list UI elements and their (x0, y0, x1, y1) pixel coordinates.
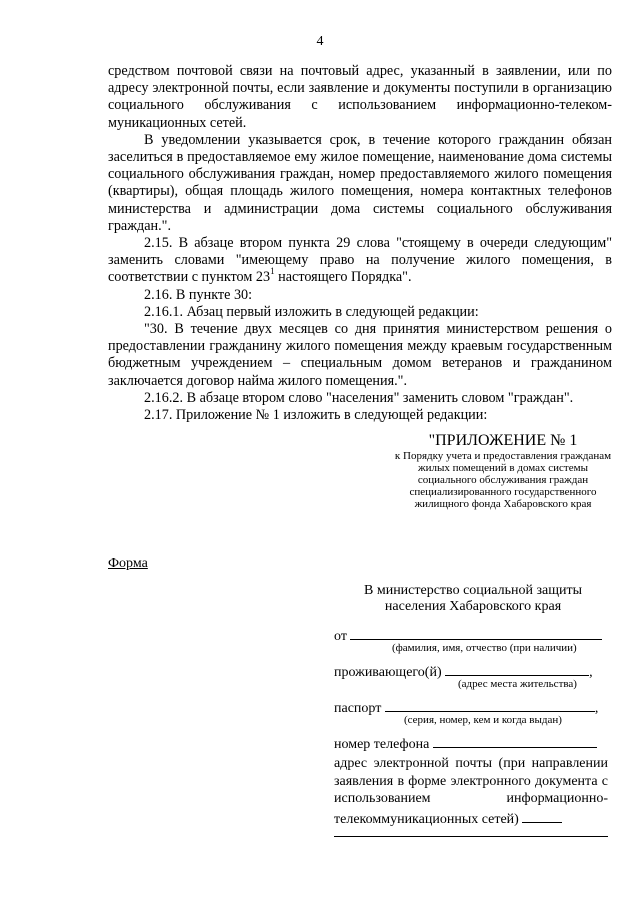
paragraph-3 (108, 235, 612, 287)
residing-comma: , (589, 665, 593, 680)
application-header-form (334, 583, 612, 827)
paragraph-3-superscript: 1 (270, 265, 275, 276)
paragraph-6: "30. В течение двух месяцев со дня принятия министерством решения о предоставлении гражданину жилого помещения между краевым государственным бюджетным учреждением – специальным домом ветеранов и гражданином заключается договор найма жилого помещения.". (108, 321, 612, 389)
appendix-header (392, 432, 614, 510)
phone-label: номер телефона (334, 737, 430, 752)
passport-field[interactable] (385, 697, 595, 712)
paragraph-8: 2.17. Приложение № 1 изложить в следующей редакции: (144, 407, 488, 424)
email-field-line[interactable] (334, 835, 608, 837)
paragraph-3-text-b: настоящего Порядка". (274, 269, 412, 286)
email-field-inline[interactable] (522, 808, 562, 823)
appendix-subtitle: к Порядку учета и предоставления гражданам жилых помещений в домах системы социального обслуживания граждан специализированного государственного жилищного фонда Хабаровского края (394, 450, 612, 510)
paragraph-4: 2.16. В пункте 30: (144, 286, 253, 303)
paragraph-3-text-a: 2.15. В абзаце втором пункта 29 слова "стоящему в очереди следующим" заменить словами "имеющему право на получение жилого помещения, в соответствии с пунктом 23 (108, 235, 612, 286)
phone-field[interactable] (433, 733, 597, 748)
paragraph-5: 2.16.1. Абзац первый изложить в следующей редакции: (144, 303, 479, 320)
from-field[interactable] (350, 625, 602, 640)
paragraph-7: 2.16.2. В абзаце втором слово "населения" заменить словом "граждан". (144, 389, 574, 406)
from-hint: (фамилия, имя, отчество (при наличии) (392, 642, 577, 654)
form-label: Форма (108, 556, 148, 571)
page-number: 4 (316, 34, 324, 49)
passport-label: паспорт (334, 701, 382, 716)
residing-field[interactable] (445, 661, 589, 676)
paragraph-2: В уведомлении указывается срок, в течение которого гражданин обязан заселиться в предоставляемое ему жилое помещение, наименование дома системы социального обслуживания граждан, номер предоставляемого жилого помещения (квартиры), общая площадь жилого помещения, номера контактных телефонов министерства и администрации дома системы социального обслуживания граждан.". (108, 131, 612, 234)
email-label: адрес электронной почты (при направлении заявления в форме электронного документа с использованием информационно-телекоммуникационных сетей) (334, 756, 608, 827)
body-text (108, 63, 612, 424)
from-label: от (334, 629, 347, 644)
paragraph-1: средством почтовой связи на почтовый адрес, указанный в заявлении, или по адресу электронной почты, если заявление и документы поступили в организацию социального обслуживания с использованием информационно-телеком- муникационных сетей. (108, 63, 612, 131)
residing-hint: (адрес места жительства) (458, 678, 577, 690)
email-block (334, 755, 608, 828)
residing-label: проживающего(й) (334, 665, 442, 680)
addressee: В министерство социальной защиты населения Хабаровского края (364, 583, 582, 614)
passport-comma: , (594, 701, 599, 716)
phone-line (334, 733, 612, 753)
appendix-title: "ПРИЛОЖЕНИЕ № 1 (428, 432, 578, 449)
passport-hint: (серия, номер, кем и когда выдан) (404, 714, 562, 726)
